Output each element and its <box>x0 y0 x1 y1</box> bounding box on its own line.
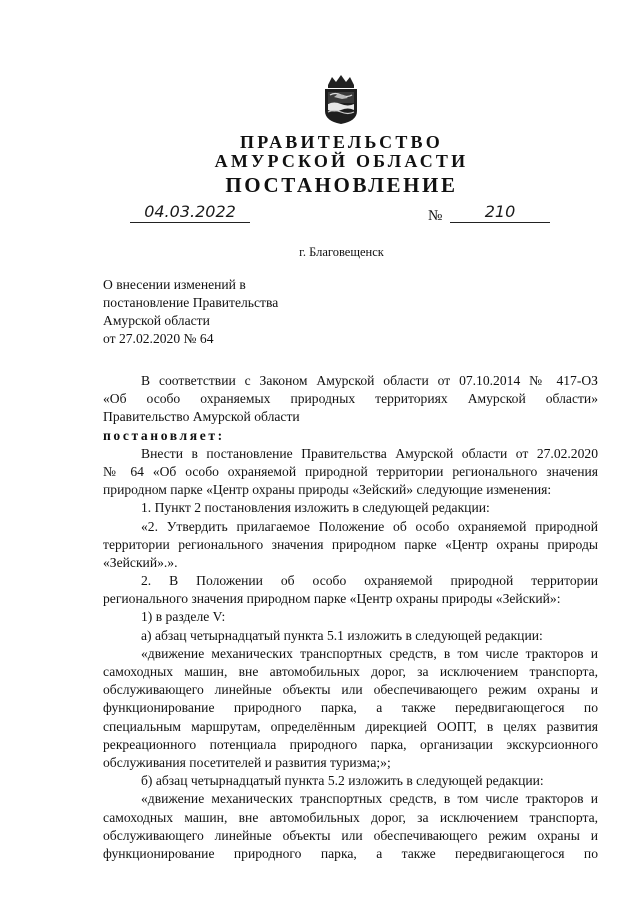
city-line: г. Благовещенск <box>299 245 384 259</box>
subject-line: постановление Правительства <box>103 295 279 310</box>
subject-line: Амурской области <box>103 313 210 328</box>
document-date: 04.03.2022 <box>130 202 250 223</box>
body-line: функционирование природного парка, а также передвигающегося по <box>103 700 598 716</box>
body-line: № 64 «Об особо охраняемой природной территории регионального значения <box>103 463 598 479</box>
body-line: обслуживающего линейные объекты или обеспечивающего режим охраны и <box>103 682 598 698</box>
document-body <box>103 372 598 863</box>
document-number: 210 <box>450 202 550 223</box>
body-line: а) абзац четырнадцатый пункта 5.1 изложить в следующей редакции: <box>141 627 543 643</box>
body-line: обслуживающего линейные объекты или обеспечивающего режим охраны и <box>103 827 598 843</box>
body-line: «движение механических транспортных средств, в том числе тракторов и <box>141 791 598 807</box>
document-type-title: ПОСТАНОВЛЕНИЕ <box>225 173 458 197</box>
body-line: В соответствии с Законом Амурской области от 07.10.2014 № 417-ОЗ <box>141 373 598 388</box>
coat-of-arms-icon <box>322 73 360 125</box>
body-line: природном парке «Центр охраны природы «Зейский» следующие изменения: <box>103 482 552 498</box>
body-line: специальным маршрутам, определённым дирекцией ООПТ, в целях развития <box>103 718 598 734</box>
org-title-line1: ПРАВИТЕЛЬСТВО <box>240 132 443 152</box>
subject-line: О внесении изменений в <box>103 277 246 292</box>
body-line: «2. Утвердить прилагаемое Положение об особо охраняемой природной <box>141 518 598 534</box>
body-line: б) абзац четырнадцатый пункта 5.2 изложить в следующей редакции: <box>141 773 544 789</box>
body-line: территории регионального значения природном парке «Центр охраны природы <box>103 536 598 552</box>
body-line: самоходных машин, вне автомобильных дорог, за исключением транспорта, <box>103 809 598 825</box>
number-label: № <box>428 208 443 224</box>
body-line: Внести в постановление Правительства Амурской области от 27.02.2020 <box>141 445 598 461</box>
body-line-decree-verb: постановляет: <box>103 427 225 443</box>
body-line: 2. В Положении об особо охраняемой природной территории <box>141 573 598 589</box>
body-line: рекреационного потенциала природного парка, организации экскурсионного <box>103 736 598 752</box>
body-line: обслуживания посетителей и развития туризма;»; <box>103 754 391 770</box>
body-line: функционирование природного парка, а также передвигающегося по <box>103 845 598 861</box>
body-line: «Об особо охраняемых природных территориях Амурской области» <box>103 391 598 407</box>
subject-line: от 27.02.2020 № 64 <box>103 331 214 346</box>
org-title-line2: АМУРСКОЙ ОБЛАСТИ <box>214 151 469 171</box>
body-line: «движение механических транспортных средств, в том числе тракторов и <box>141 645 598 661</box>
body-line: 1. Пункт 2 постановления изложить в следующей редакции: <box>141 500 490 516</box>
body-line: 1) в разделе V: <box>141 609 226 625</box>
body-line: «Зейский».». <box>103 554 178 570</box>
body-line: Правительство Амурской области <box>103 409 300 425</box>
body-line: регионального значения природном парке «Центр охраны природы «Зейский»: <box>103 591 561 607</box>
subject-block <box>103 276 278 348</box>
body-line: самоходных машин, вне автомобильных дорог, за исключением транспорта, <box>103 664 598 679</box>
